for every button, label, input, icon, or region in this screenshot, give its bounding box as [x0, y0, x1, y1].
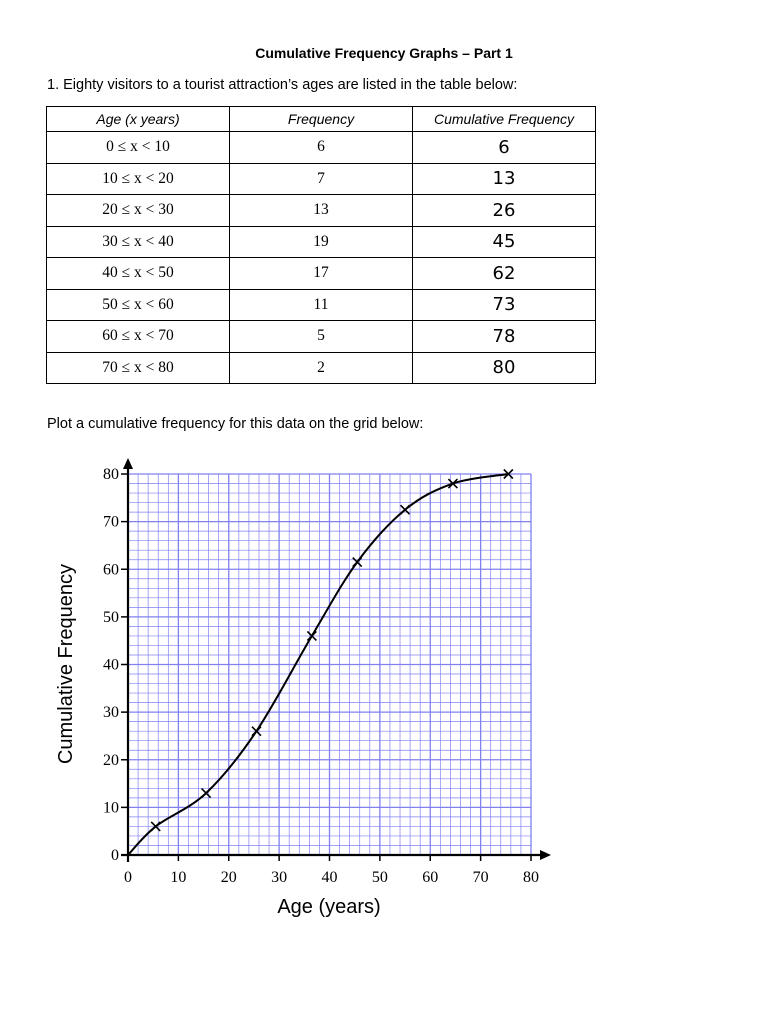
y-tick-label: 20 — [103, 751, 119, 769]
age-cell: 50 ≤ x < 60 — [47, 289, 230, 321]
age-cell: 30 ≤ x < 40 — [47, 226, 230, 258]
cumulative-cell: 26 — [413, 195, 596, 227]
x-tick-label: 80 — [523, 869, 539, 886]
x-tick-label: 50 — [371, 869, 388, 886]
y-tick-label: 70 — [103, 513, 119, 531]
x-tick-label: 10 — [170, 869, 187, 886]
header-age: Age (x years) — [47, 107, 230, 132]
y-tick-label: 60 — [103, 561, 119, 579]
y-tick-label: 30 — [103, 704, 119, 722]
graph-axes — [121, 458, 551, 862]
data-point-cross — [202, 789, 211, 798]
y-tick-label: 10 — [103, 799, 119, 817]
table-row — [47, 226, 596, 258]
table-row — [47, 132, 596, 164]
plotted-points — [151, 470, 513, 831]
cumulative-cell: 80 — [413, 352, 596, 384]
table-row — [47, 321, 596, 353]
x-tick-label: 60 — [422, 869, 439, 886]
table-row — [47, 289, 596, 321]
x-tick-label: 0 — [124, 869, 132, 886]
data-point-cross — [401, 505, 410, 514]
table-row — [47, 195, 596, 227]
x-axis-arrow — [540, 850, 551, 860]
y-tick-label: 40 — [103, 656, 119, 674]
cumulative-frequency-graph — [0, 440, 768, 940]
cumulative-cell: 78 — [413, 321, 596, 353]
age-cell: 70 ≤ x < 80 — [47, 352, 230, 384]
y-tick-label: 50 — [103, 608, 119, 626]
table-header-row — [47, 107, 596, 132]
x-tick-label: 40 — [321, 869, 338, 886]
frequency-cell: 13 — [230, 195, 413, 227]
page-title: Cumulative Frequency Graphs – Part 1 — [255, 45, 513, 61]
x-tick-label: 20 — [220, 869, 237, 886]
x-tick-label: 70 — [472, 869, 489, 886]
age-cell: 0 ≤ x < 10 — [47, 132, 230, 164]
cumulative-cell: 45 — [413, 226, 596, 258]
y-tick-label: 80 — [103, 466, 119, 483]
instruction-text: Plot a cumulative frequency for this data on the grid below: — [47, 416, 424, 432]
age-cell: 10 ≤ x < 20 — [47, 163, 230, 195]
cumulative-cell: 13 — [413, 163, 596, 195]
y-axis-arrow — [123, 458, 133, 469]
frequency-cell: 11 — [230, 289, 413, 321]
cumulative-cell: 6 — [413, 132, 596, 164]
table-row — [47, 352, 596, 384]
frequency-table — [46, 106, 596, 384]
frequency-cell: 6 — [230, 132, 413, 164]
data-point-cross — [353, 558, 362, 567]
frequency-cell: 5 — [230, 321, 413, 353]
table-row — [47, 258, 596, 290]
age-cell: 60 ≤ x < 70 — [47, 321, 230, 353]
x-tick-label: 30 — [271, 869, 288, 886]
header-cumulative-frequency: Cumulative Frequency — [413, 107, 596, 132]
frequency-cell: 7 — [230, 163, 413, 195]
frequency-cell: 19 — [230, 226, 413, 258]
x-axis-label: Age (years) — [277, 896, 381, 918]
question-text: 1. Eighty visitors to a tourist attraction’s ages are listed in the table below: — [47, 77, 518, 93]
cumulative-cell: 73 — [413, 289, 596, 321]
age-cell: 20 ≤ x < 30 — [47, 195, 230, 227]
cumulative-cell: 62 — [413, 258, 596, 290]
frequency-cell: 2 — [230, 352, 413, 384]
y-axis-label: Cumulative Frequency — [55, 563, 77, 765]
y-tick-label: 0 — [111, 847, 119, 864]
table-row — [47, 163, 596, 195]
graph-grid — [128, 474, 531, 855]
frequency-cell: 17 — [230, 258, 413, 290]
header-frequency: Frequency — [230, 107, 413, 132]
age-cell: 40 ≤ x < 50 — [47, 258, 230, 290]
